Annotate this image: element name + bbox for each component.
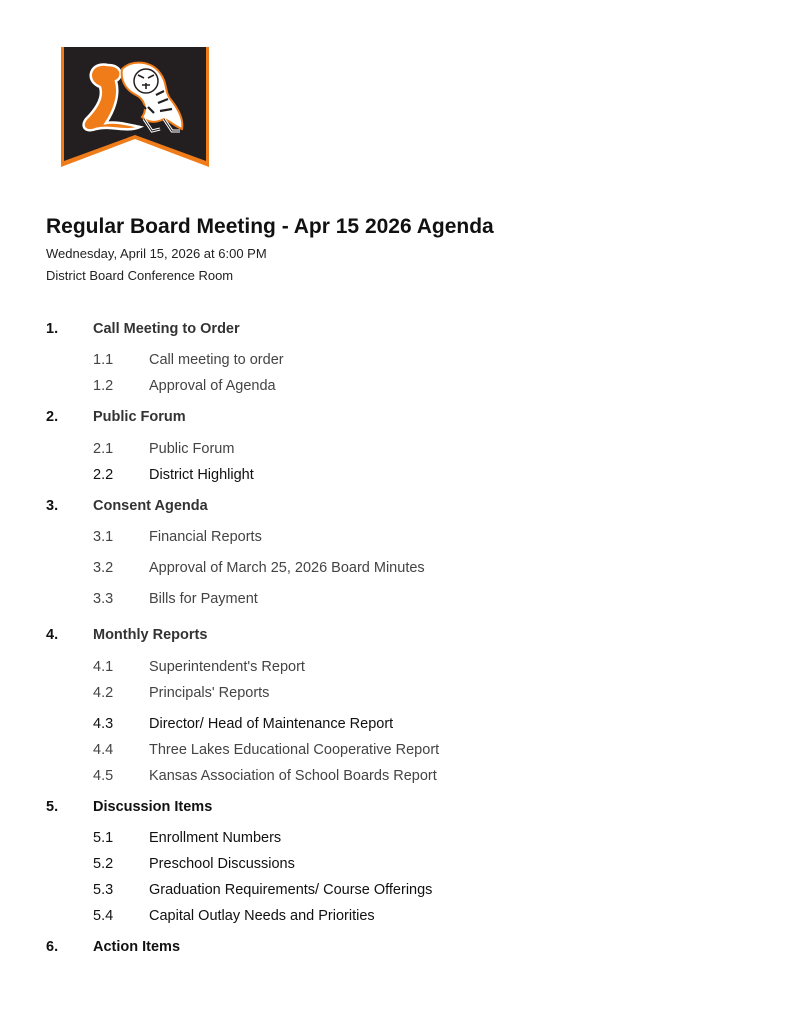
agenda-item-1-2[interactable] bbox=[93, 376, 753, 396]
agenda-section-2[interactable] bbox=[46, 407, 746, 427]
section-title: Action Items bbox=[93, 939, 181, 955]
item-label: Call meeting to order bbox=[149, 352, 284, 368]
item-number: 3.3 bbox=[93, 591, 114, 607]
agenda-item-1-1[interactable] bbox=[93, 350, 753, 370]
agenda-section-5[interactable] bbox=[46, 797, 746, 817]
agenda-item-4-2[interactable] bbox=[93, 683, 753, 703]
section-title: Monthly Reports bbox=[93, 627, 208, 643]
item-label: Preschool Discussions bbox=[149, 856, 295, 872]
item-label: District Highlight bbox=[149, 467, 254, 483]
item-number: 4.5 bbox=[93, 768, 114, 784]
page-title: Regular Board Meeting - Apr 15 2026 Agenda bbox=[46, 215, 494, 238]
item-label: Principals' Reports bbox=[149, 685, 270, 701]
section-number: 6. bbox=[46, 939, 59, 955]
meeting-location: District Board Conference Room bbox=[46, 268, 234, 283]
section-title: Public Forum bbox=[93, 409, 186, 425]
agenda-item-5-1[interactable] bbox=[93, 828, 753, 848]
item-label: Kansas Association of School Boards Report bbox=[149, 768, 437, 784]
item-label: Three Lakes Educational Cooperative Report bbox=[149, 742, 440, 758]
item-number: 1.1 bbox=[93, 352, 114, 368]
item-label: Bills for Payment bbox=[149, 591, 258, 607]
agenda-section-1[interactable] bbox=[46, 319, 746, 339]
meeting-datetime: Wednesday, April 15, 2026 at 6:00 PM bbox=[46, 246, 267, 261]
item-label: Public Forum bbox=[149, 441, 235, 457]
section-title: Consent Agenda bbox=[93, 498, 208, 514]
agenda-item-2-1[interactable] bbox=[93, 439, 753, 459]
agenda-item-3-2[interactable] bbox=[93, 558, 753, 578]
section-number: 3. bbox=[46, 498, 59, 514]
section-number: 2. bbox=[46, 409, 59, 425]
agenda-item-5-4[interactable] bbox=[93, 906, 753, 926]
agenda-item-4-4[interactable] bbox=[93, 740, 753, 760]
item-label: Director/ Head of Maintenance Report bbox=[149, 716, 394, 732]
agenda-item-4-1[interactable] bbox=[93, 657, 753, 677]
agenda-item-2-2[interactable] bbox=[93, 465, 753, 485]
item-label: Graduation Requirements/ Course Offerings bbox=[149, 882, 433, 898]
section-number: 1. bbox=[46, 321, 59, 337]
item-number: 5.3 bbox=[93, 882, 114, 898]
tiger-logo-icon bbox=[60, 47, 210, 169]
agenda-section-3[interactable] bbox=[46, 496, 746, 516]
section-title: Call Meeting to Order bbox=[93, 321, 240, 337]
agenda-section-4[interactable] bbox=[46, 625, 746, 645]
item-number: 2.2 bbox=[93, 467, 114, 483]
item-number: 4.1 bbox=[93, 659, 114, 675]
item-number: 2.1 bbox=[93, 441, 114, 457]
item-number: 5.4 bbox=[93, 908, 114, 924]
item-number: 4.3 bbox=[93, 716, 114, 732]
item-number: 1.2 bbox=[93, 378, 114, 394]
section-number: 4. bbox=[46, 627, 59, 643]
agenda-item-5-3[interactable] bbox=[93, 880, 753, 900]
agenda-section-6[interactable] bbox=[46, 937, 746, 957]
item-label: Superintendent's Report bbox=[149, 659, 305, 675]
section-number: 5. bbox=[46, 799, 59, 815]
agenda-item-3-1[interactable] bbox=[93, 527, 753, 547]
district-logo bbox=[60, 47, 210, 169]
section-title: Discussion Items bbox=[93, 799, 213, 815]
item-label: Approval of March 25, 2026 Board Minutes bbox=[149, 560, 425, 576]
agenda-item-5-2[interactable] bbox=[93, 854, 753, 874]
agenda-item-4-5[interactable] bbox=[93, 766, 753, 786]
meeting-header bbox=[46, 213, 746, 287]
item-number: 3.1 bbox=[93, 529, 114, 545]
item-number: 4.2 bbox=[93, 685, 114, 701]
item-label: Approval of Agenda bbox=[149, 378, 276, 394]
agenda-item-4-3[interactable] bbox=[93, 714, 753, 734]
item-number: 3.2 bbox=[93, 560, 114, 576]
item-number: 5.2 bbox=[93, 856, 114, 872]
agenda-item-3-3[interactable] bbox=[93, 589, 753, 609]
item-label: Enrollment Numbers bbox=[149, 830, 282, 846]
item-label: Financial Reports bbox=[149, 529, 262, 545]
item-number: 5.1 bbox=[93, 830, 114, 846]
item-label: Capital Outlay Needs and Priorities bbox=[149, 908, 375, 924]
item-number: 4.4 bbox=[93, 742, 114, 758]
